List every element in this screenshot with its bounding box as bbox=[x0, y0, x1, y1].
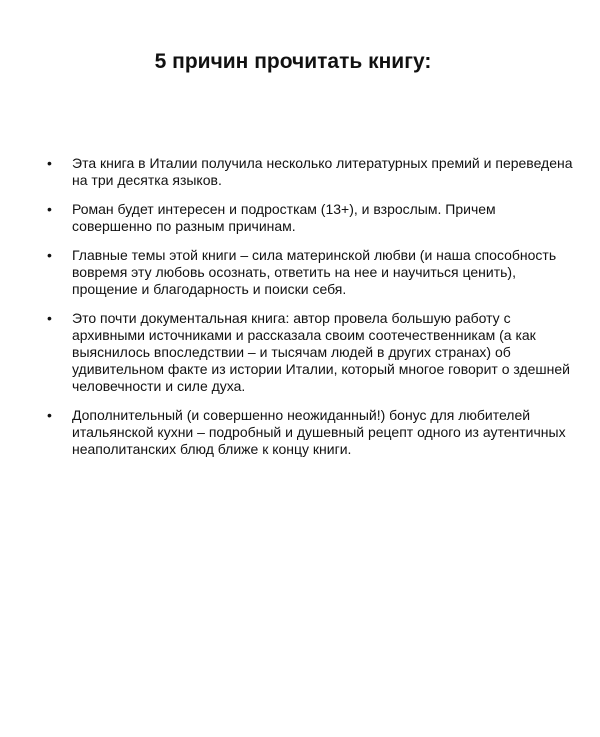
bullet-icon: • bbox=[47, 310, 52, 326]
list-item-text: Эта книга в Италии получила несколько литературных премий и переведена на три десятка языков. bbox=[72, 155, 573, 188]
list-item-text: Роман будет интересен и подросткам (13+), и взрослым. Причем совершенно по разным причинам. bbox=[72, 201, 496, 234]
list-item-text: Дополнительный (и совершенно неожиданный!) бонус для любителей итальянской кухни – подробный и душевный рецепт одного из аутентичных неаполитанских блюд ближе к концу книги. bbox=[72, 407, 566, 457]
list-item-text: Главные темы этой книги – сила материнской любви (и наша способность вовремя эту любовь осознать, ответить на нее и научиться ценить), прощение и благодарность и поиски себя. bbox=[72, 247, 557, 297]
list-item bbox=[44, 407, 574, 458]
bullet-icon: • bbox=[47, 407, 52, 423]
bullet-icon: • bbox=[47, 155, 52, 171]
list-item bbox=[44, 310, 574, 395]
bullet-icon: • bbox=[47, 247, 52, 263]
list-item bbox=[44, 155, 574, 189]
reasons-list bbox=[44, 155, 574, 470]
page-title: 5 причин прочитать книгу: bbox=[154, 50, 432, 73]
bullet-icon: • bbox=[47, 201, 52, 217]
list-item bbox=[44, 201, 574, 235]
list-item bbox=[44, 247, 574, 298]
list-item-text: Это почти документальная книга: автор провела большую работу с архивными источниками и рассказала своим соотечественникам (а как выяснилось впоследствии – и тысячам людей в других странах) об удивительном факте из истории Италии, который многое говорит о здешней человечности и силе духа. bbox=[72, 310, 571, 394]
